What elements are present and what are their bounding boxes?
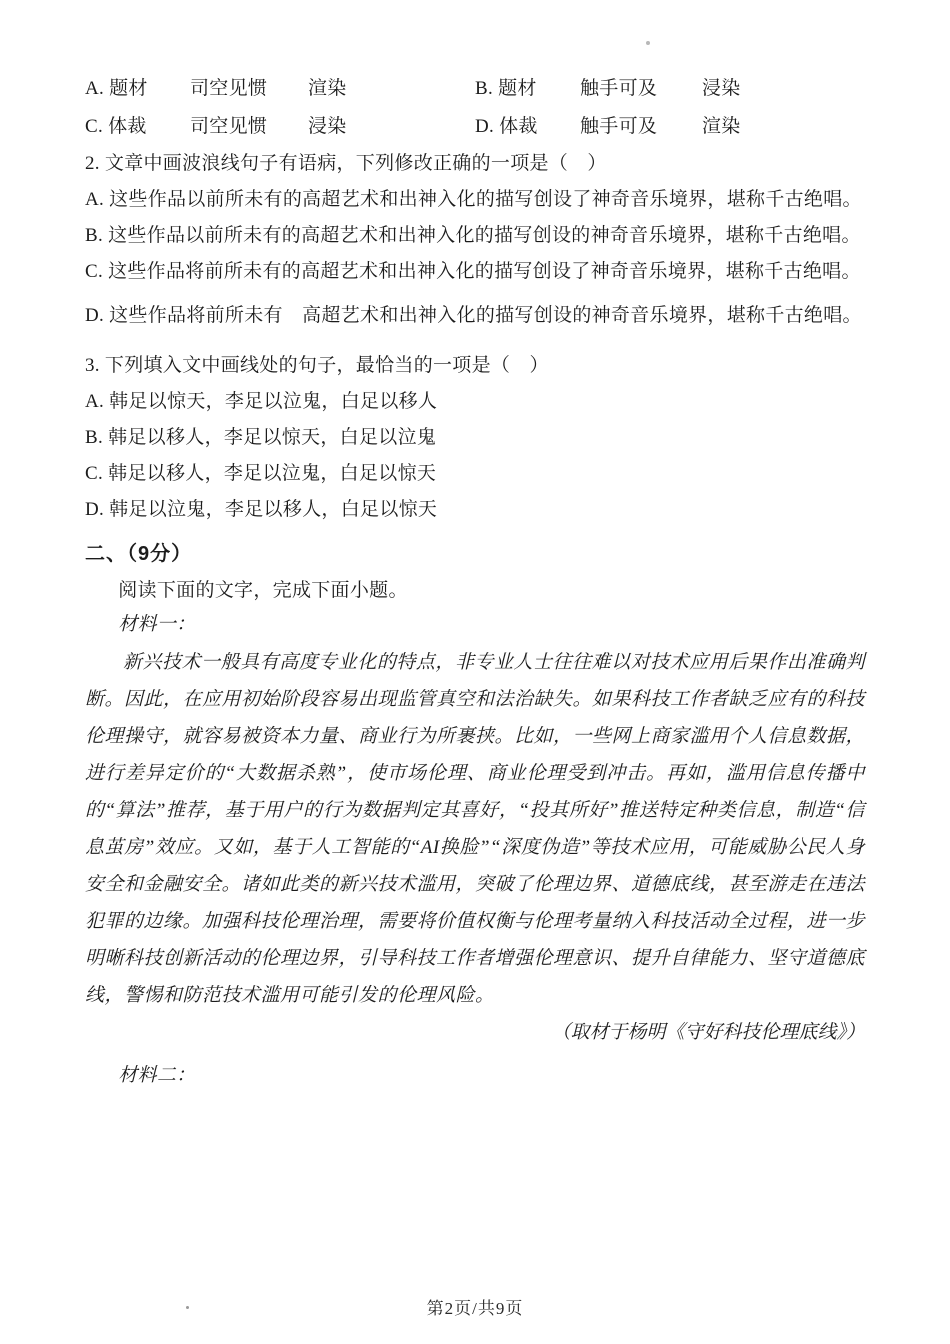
q3-option-c: C. 韩足以移人，李足以泣鬼，白足以惊天 xyxy=(85,463,437,484)
q1-option-c-word1: 司空见惯 xyxy=(190,116,268,137)
section-2-intro: 阅读下面的文字，完成下面小题。 xyxy=(118,580,408,601)
q2-stem: 2. 文章中画波浪线句子有语病，下列修改正确的一项是（ ） xyxy=(85,153,607,174)
q2-option-b: B. 这些作品以前所未有的高超艺术和出神入化的描写创设的神奇音乐境界，堪称千古绝唱。 xyxy=(85,225,861,246)
q1-option-b-word2: 浸染 xyxy=(702,78,741,99)
q3-option-a: A. 韩足以惊天，李足以泣鬼，白足以移人 xyxy=(85,391,438,412)
page-content xyxy=(85,70,865,1093)
q1-option-a-word2: 渲染 xyxy=(308,78,347,99)
q2-option-d: D. 这些作品将前所未有 高超艺术和出神入化的描写创设的神奇音乐境界，堪称千古绝唱。 xyxy=(85,305,862,326)
scan-artifact-dot-top xyxy=(646,41,650,45)
q3-option-b: B. 韩足以移人，李足以惊天，白足以泣鬼 xyxy=(85,427,437,448)
section-2-header: 二、（9分） xyxy=(85,543,193,565)
q1-option-d: D. 体裁 xyxy=(475,116,538,137)
q1-options-row-1 xyxy=(85,70,865,108)
q1-option-b: B. 题材 xyxy=(475,78,537,99)
material-1-label: 材料一： xyxy=(118,614,196,635)
q1-option-b-word1: 触手可及 xyxy=(580,78,658,99)
q2-option-a: A. 这些作品以前所未有的高超艺术和出神入化的描写创设了神奇音乐境界，堪称千古绝唱。 xyxy=(85,189,862,210)
q3-stem: 3. 下列填入文中画线处的句子，最恰当的一项是（ ） xyxy=(85,355,549,376)
material-1-source: （取材于杨明《守好科技伦理底线》） xyxy=(551,1022,865,1043)
material-2-label: 材料二： xyxy=(118,1065,196,1086)
q1-option-d-word2: 渲染 xyxy=(702,116,741,137)
q1-option-d-word1: 触手可及 xyxy=(580,116,658,137)
q1-option-a: A. 题材 xyxy=(85,78,148,99)
q1-options-row-2 xyxy=(85,108,865,146)
q1-option-c: C. 体裁 xyxy=(85,116,147,137)
q2-option-c: C. 这些作品将前所未有的高超艺术和出神入化的描写创设了神奇音乐境界，堪称千古绝唱。 xyxy=(85,261,861,282)
q1-option-c-word2: 浸染 xyxy=(308,116,347,137)
page-number-footer: 第2页/共9页 xyxy=(426,1299,524,1318)
q3-option-d: D. 韩足以泣鬼，李足以移人，白足以惊天 xyxy=(85,499,438,520)
material-1-paragraph: 新兴技术一般具有高度专业化的特点，非专业人士往往难以对技术应用后果作出准确判断。因此，在应用初始阶段容易出现监管真空和法治缺失。如果科技工作者缺乏应有的科技伦理操守，就容易被资本力量、商业行为所裹挟。比如，一些网上商家滥用个人信息数据，进行差异定价的“大数据杀熟”，使市场伦理、商业伦理受到冲击。再如，滥用信息传播中的“算法”推荐，基于用户的行为数据判定其喜好，“投其所好”推送特定种类信息，制造“信息茧房”效应。又如，基于人工智能的“AI换脸”“深度伪造”等技术应用，可能威胁公民人身安全和金融安全。诸如此类的新兴技术滥用，突破了伦理边界、道德底线，甚至游走在违法犯罪的边缘。加强科技伦理治理，需要将价值权衡与伦理考量纳入科技活动全过程，进一步明晰科技创新活动的伦理边界，引导科技工作者增强伦理意识、提升自律能力、坚守道德底线，警惕和防范技术滥用可能引发的伦理风险。 xyxy=(85,652,866,1006)
q1-option-a-word1: 司空见惯 xyxy=(190,78,268,99)
